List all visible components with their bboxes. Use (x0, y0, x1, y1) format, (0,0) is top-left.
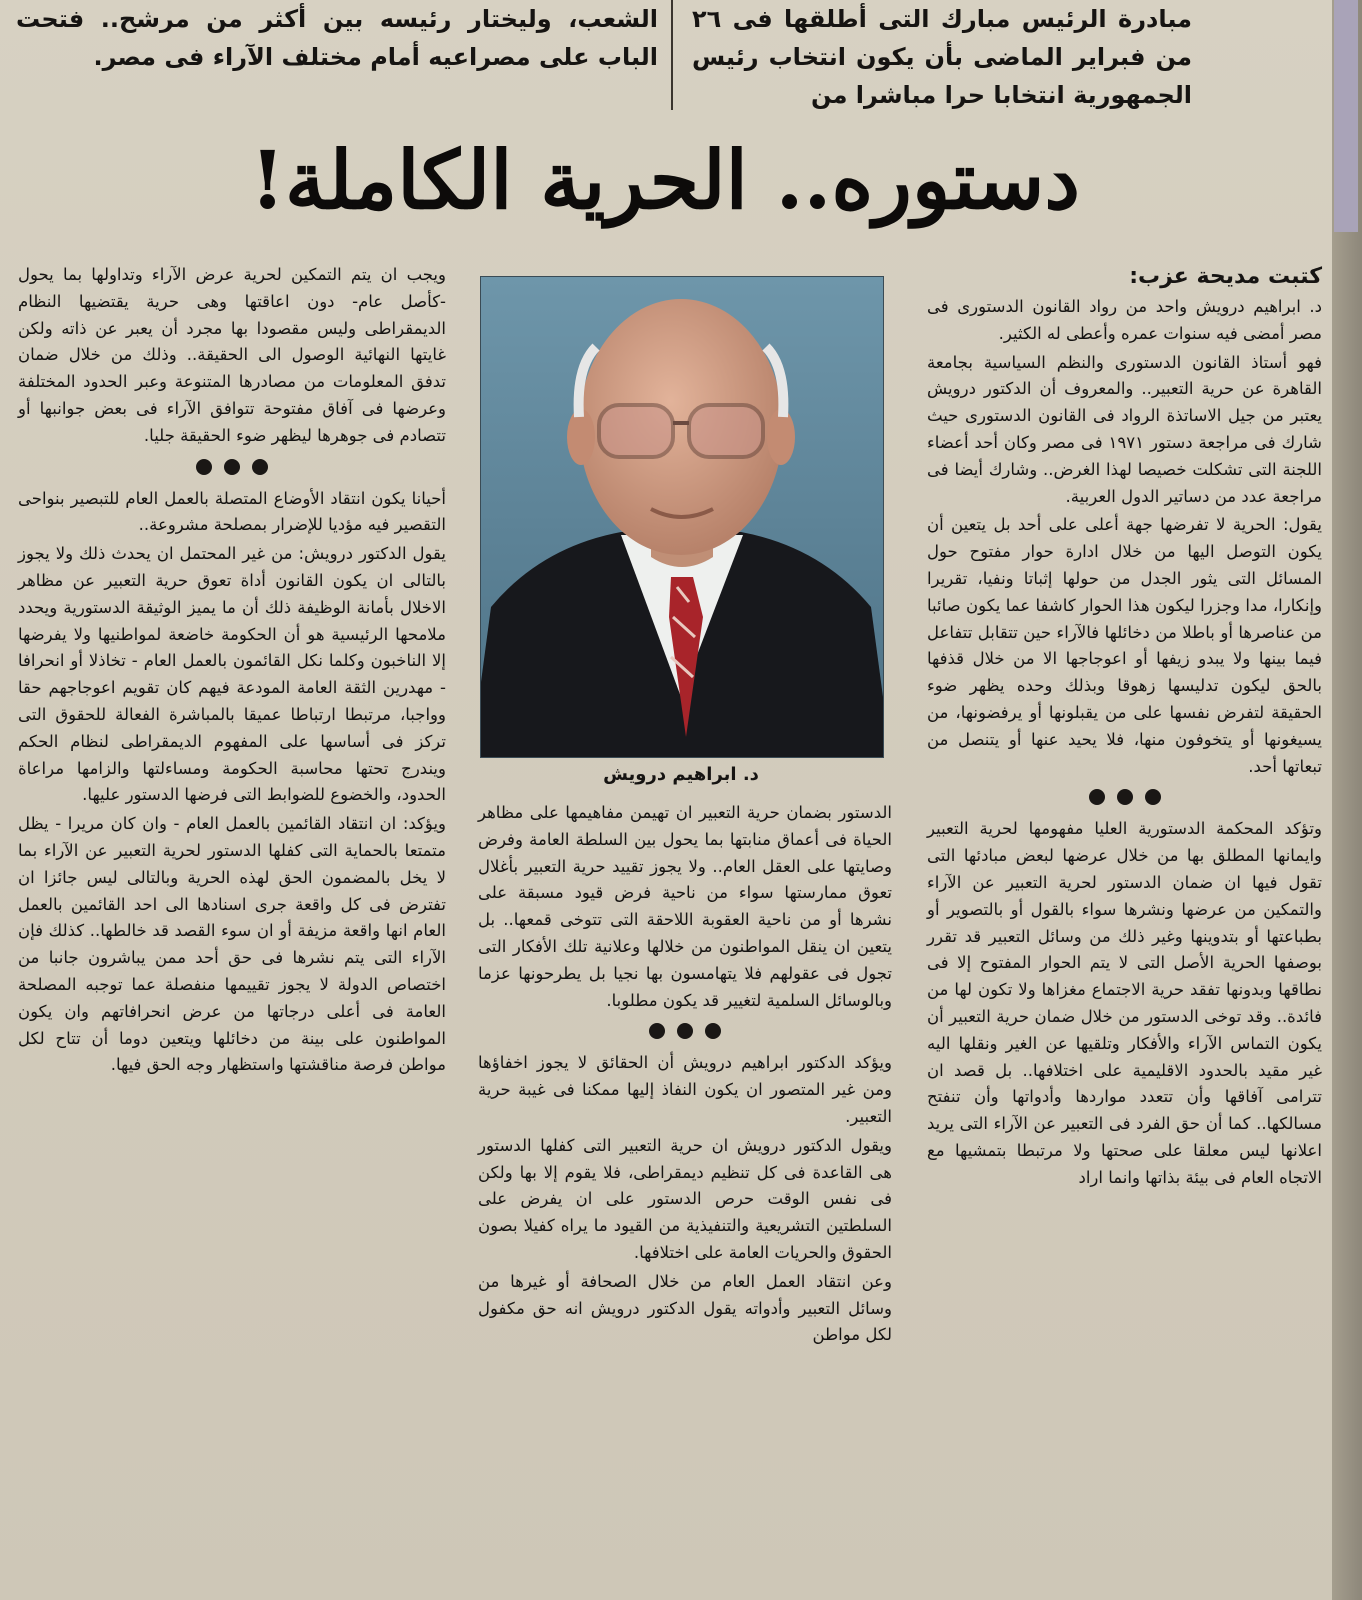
article-column-right (927, 262, 1322, 1194)
article-column-middle (478, 800, 892, 1351)
portrait-illustration (481, 277, 883, 757)
paragraph: يقول: الحرية لا تفرضها جهة أعلى على أحد بل يتعين أن يكون التوصل اليها من خلال ادارة حوار مفتوح حول المسائل التى يثور الجدل من حولها إثباتا ونفيا، تقريرا وإنكارا، مدا وجزرا ليكون هذا الحوار كاشفا عما يكون صائبا من عناصرها أو باطلا من دخائلها فالآراء حين تتقابل تتفاعل فيما بينها ولا يبدو زيفها أو اعوجاجها الا من خلال قذفها بالحق ليكون تدليسها زهوقا وبذلك وحده يظهر ضوء الحقيقة لتفرض نفسها على من يقبلونها أو يرفضونها، من يسيغونها أو يتخوفون منها، فلا يحيد عنها أو يتنصل من تبعاتها أحد. (927, 515, 1322, 776)
intro-left-column (16, 0, 658, 76)
paragraph: الدستور بضمان حرية التعبير ان تهيمن مفاهيمها على مظاهر الحياة فى أعماق منابتها بما يحول بين السلطة العامة وفرض وصايتها على العقل العام.. ولا يجوز تقييد حرية التعبير بأغلال تعوق ممارستها سواء من ناحية فرض قيود مسبقة على نشرها أو من ناحية العقوبة اللاحقة التى تتوخى قمعها.. بل يتعين ان ينقل المواطنون من خلالها وعلانية تلك الأفكار التى تجول فى عقولهم فلا يتهامسون بها نجيا بل يطرحونها عزما وبالوسائل السلمية لتغيير قد يكون مطلوبا. (478, 803, 892, 1010)
paragraph: د. ابراهيم درويش واحد من رواد القانون الدستورى فى مصر أمضى فيه سنوات عمره وأعطى له الكثير. (927, 297, 1322, 343)
intro-left-text: الشعب، وليختار رئيسه بين أكثر من مرشح.. فتحت الباب على مصراعيه أمام مختلف الآراء فى مصر. (16, 5, 658, 71)
section-separator (478, 1018, 892, 1044)
paragraph: وعن انتقاد العمل العام من خلال الصحافة أو غيرها من وسائل التعبير وأدواته يقول الدكتور درويش انه حق مكفول لكل مواطن (478, 1271, 892, 1345)
intro-right-column (692, 0, 1192, 114)
adjacent-page-tab (1334, 0, 1358, 232)
paragraph: ويجب ان يتم التمكين لحرية عرض الآراء وتداولها بما يحول -كأصل عام- دون اعاقتها وهى حرية يقتضيها النظام الديمقراطى وليس مقصودا بها مجرد أن يعبر عن ذاته ولكن غايتها النهائية الوصول الى الحقيقة.. وذلك من خلال ضمان تدفق المعلومات من مصادرها المتنوعة وعبر الحدود المختلفة وعرضها فى آفاق مفتوحة تتوافق الآراء فى بعض جوانبها أو تتصادم فى جوهرها ليظهر ضوء الحقيقة جليا. (18, 265, 446, 445)
photo-caption: د. ابراهيم درويش (603, 764, 759, 785)
paragraph: ويؤكد الدكتور ابراهيم درويش أن الحقائق لا يجوز اخفاؤها ومن غير المتصور ان يكون النفاذ إليها ممكنا فى غيبة حرية التعبير. (478, 1053, 892, 1126)
section-separator (18, 454, 446, 480)
intro-divider (671, 0, 673, 110)
article-headline: دستوره.. الحرية الكاملة! (249, 133, 1081, 227)
paragraph: ويقول الدكتور درويش ان حرية التعبير التى كفلها الدستور هى القاعدة فى كل تنظيم ديمقراطى، فلا يقوم إلا بها ولكن فى نفس الوقت حرص الدستور على ان يفرض على السلطتين التشريعية والتنفيذية من القيود ما يراه كفيلا بصون الحقوق والحريات العامة على اختلافها. (478, 1135, 892, 1262)
portrait-photo (480, 276, 884, 758)
paragraph: ويؤكد: ان انتقاد القائمين بالعمل العام - وان كان مريرا - يظل متمتعا بالحماية التى كفلها الدستور لحرية التعبير عن الآراء بما لا يخل بالمضمون الحق لهذه الحرية وبالتالى ليس جائزا ان تفترض فى كل واقعة جرى اسنادها الى احد القائمين بالعمل العام انها واقعة مزيفة أو ان سوء القصد قد خالطها.. كذلك فإن الآراء التى يتم نشرها فى حق أحد ممن يباشرون جانبا من اختصاص الدولة لا يجوز تقييمها منفصلة عما توجبه المصلحة العامة فى أعلى درجاتها من عرض انحرافاتهم وان يكون المواطنون على بينة من دخائلها ويتعين دوما أن تتاح لكل مواطن فرصة مناقشتها واستظهار وجه الحق فيها. (18, 814, 446, 1075)
section-separator (927, 784, 1322, 810)
page-edge (1332, 0, 1362, 1600)
paragraph: وتؤكد المحكمة الدستورية العليا مفهومها لحرية التعبير وايمانها المطلق بها من خلال عرضها لبعض مبادئها التى تقول فيها ان ضمان الدستور لحرية التعبير عن الآراء والتمكين من عرضها ونشرها سواء بالقول أو بالتصوير أو بطباعتها أو بتدوينها وغير ذلك من وسائل التعبير قد تقرر بوصفها الحرية الأصل التى لا يتم الحوار المفتوح إلا فى نطاقها وبدونها تفقد حرية الاجتماع مغزاها ولا تكون لها من فائدة.. وقد توخى الدستور من خلال ضمان حرية التعبير أن يكون التماس الآراء والأفكار وتلقيها عن الغير ونقلها اليه غير مقيد بالحدود الاقليمية على اختلافها.. بل قصد ان تترامى آفاقها وأن تتعدد مواردها وأدواتها وأن تنفتح مسالكها.. كما أن حق الفرد فى التعبير عن الآراء التى يريد اعلانها ليس معلقا على صحتها ولا مرتبطا بتمشيها مع الاتجاه العام فى بيئة بذاتها وانما اراد (927, 819, 1322, 1187)
article-column-left (18, 262, 446, 1081)
byline: كتبت مديحة عزب: (1129, 264, 1322, 289)
intro-right-text: مبادرة الرئيس مبارك التى أطلقها فى ٢٦ من فبراير الماضى بأن يكون انتخاب رئيس الجمهورية انتخابا حرا مباشرا من (692, 5, 1192, 109)
paragraph: يقول الدكتور درويش: من غير المحتمل ان يحدث ذلك ولا يجوز بالتالى ان يكون القانون أداة تعوق حرية التعبير عن مظاهر الاخلال بأمانة الوظيفة ذلك أن ما يميز الوثيقة الدستورية ويحدد ملامحها الرئيسية هو أن الحكومة خاضعة لمواطنيها ولا يفرضها إلا الناخبون وكلما نكل القائمون بالعمل العام - تخاذلا أو انحرافا - مهدرين الثقة العامة المودعة فيهم كان تقويم اعوجاجهم حقا وواجبا، مرتبطا ارتباطا عميقا بالمباشرة الفعالة للحقوق التى تركز فى أساسها على المفهوم الديمقراطى لنظام الحكم ويندرج تحتها محاسبة الحكومة ومساءلتها والزامها مراعاة الحدود، والخضوع للضوابط التى فرضها الدستور عليها. (18, 544, 446, 805)
paragraph: أحيانا يكون انتقاد الأوضاع المتصلة بالعمل العام للتبصير بنواحى التقصير فيه مؤديا للإضرار بمصلحة مشروعة.. (18, 488, 446, 535)
paragraph: فهو أستاذ القانون الدستورى والنظم السياسية بجامعة القاهرة عن حرية التعبير.. والمعروف أن الدكتور درويش يعتبر من جيل الاساتذة الرواد فى القانون الدستورى حيث شارك فى مراجعة دستور ١٩٧١ فى مصر وكان أحد أعضاء اللجنة التى تشكلت خصيصا لهذا الغرض.. وشارك أيضا فى مراجعة عدد من دساتير الدول العربية. (927, 352, 1323, 506)
